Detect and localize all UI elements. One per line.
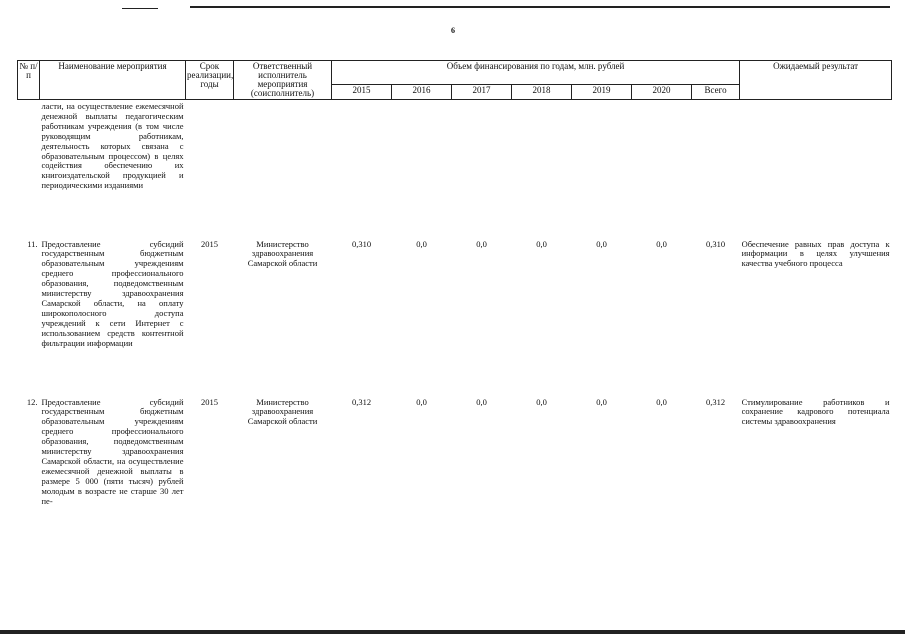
header-year: 2020 [632,85,692,100]
header-year: 2015 [332,85,392,100]
row-number [18,100,40,240]
expected-result: Стимулирование работников и сохранение кадрового потенциала системы здравоохранения [741,396,890,427]
header-term: Срок реализации, годы [186,61,234,100]
value-2017: 0,0 [476,396,487,407]
term: 2015 [201,238,218,249]
value-2017 [452,100,512,240]
executor: Министерство здравоохранения Самарской области [247,238,318,269]
header-num: № п/п [18,61,40,100]
value-2018 [512,100,572,240]
value-2016: 0,0 [416,238,427,249]
value-2016: 0,0 [416,396,427,407]
value-2019: 0,0 [596,238,607,249]
scan-edge-top-left [122,8,158,9]
executor: Министерство здравоохранения Самарской области [247,396,318,427]
value-2015: 0,310 [351,238,372,249]
scan-edge-top-right [190,6,890,8]
measure-name: ласти, на осуществление ежемесячной денежной выплаты педагогическим работникам учреждения (в том числе руководящим работникам, деятельность которых связана с образовательным процессом) в целях содействия обеспечению их книгоиздательской продукцией и периодическими изданиями [41,101,184,191]
value-2017: 0,0 [476,238,487,249]
header-result: Ожидаемый результат [740,61,892,100]
funding-plan-table [17,60,892,568]
value-2016 [392,100,452,240]
measure-name: Предоставление субсидий государственным бюджетным образовательным учреждениям среднего профессионального образования, подведомственным министерству здравоохранения Самарской области, на оплату широкополосного доступа учреждений к сети Интернет с использованием средств контентной фильтрации информации [41,238,184,348]
table-row [18,240,892,398]
table-row [18,100,892,240]
value-total: 0,312 [705,396,726,407]
term [186,100,234,240]
header-year: 2017 [452,85,512,100]
executor [234,100,332,240]
value-2018: 0,0 [536,396,547,407]
term: 2015 [201,396,218,407]
value-2019 [572,100,632,240]
value-2020 [632,100,692,240]
header-funding: Объем финансирования по годам, млн. рублей [332,61,740,85]
measure-name: Предоставление субсидий государственным бюджетным образовательным учреждениям среднего профессионального образования, подведомственным министерству здравоохранения Самарской области, на осуществление ежемесячной денежной выплаты в размере 5 000 (пяти тысяч) рублей молодым в возрасте не старше 30 лет пе- [41,396,184,506]
expected-result: Обеспечение равных прав доступа к информации в целях улучшения качества учебного процесса [741,238,890,269]
expected-result [740,100,892,240]
header-total: Всего [692,85,740,100]
value-2019: 0,0 [596,396,607,407]
value-2015: 0,312 [351,396,372,407]
header-row [18,61,892,85]
page-number: 6 [451,26,455,35]
table-row [18,398,892,568]
value-2015 [332,100,392,240]
row-number: 11. [27,238,38,249]
header-executor: Ответственный исполнитель мероприятия (соисполнитель) [234,61,332,100]
value-2018: 0,0 [536,238,547,249]
value-2020: 0,0 [656,238,667,249]
value-total: 0,310 [705,238,726,249]
row-number: 12. [26,396,38,407]
header-year: 2018 [512,85,572,100]
value-total [692,100,740,240]
header-year: 2019 [572,85,632,100]
header-name: Наименование мероприятия [40,61,186,100]
value-2020: 0,0 [656,396,667,407]
header-year: 2016 [392,85,452,100]
scan-edge-bottom [0,630,905,634]
